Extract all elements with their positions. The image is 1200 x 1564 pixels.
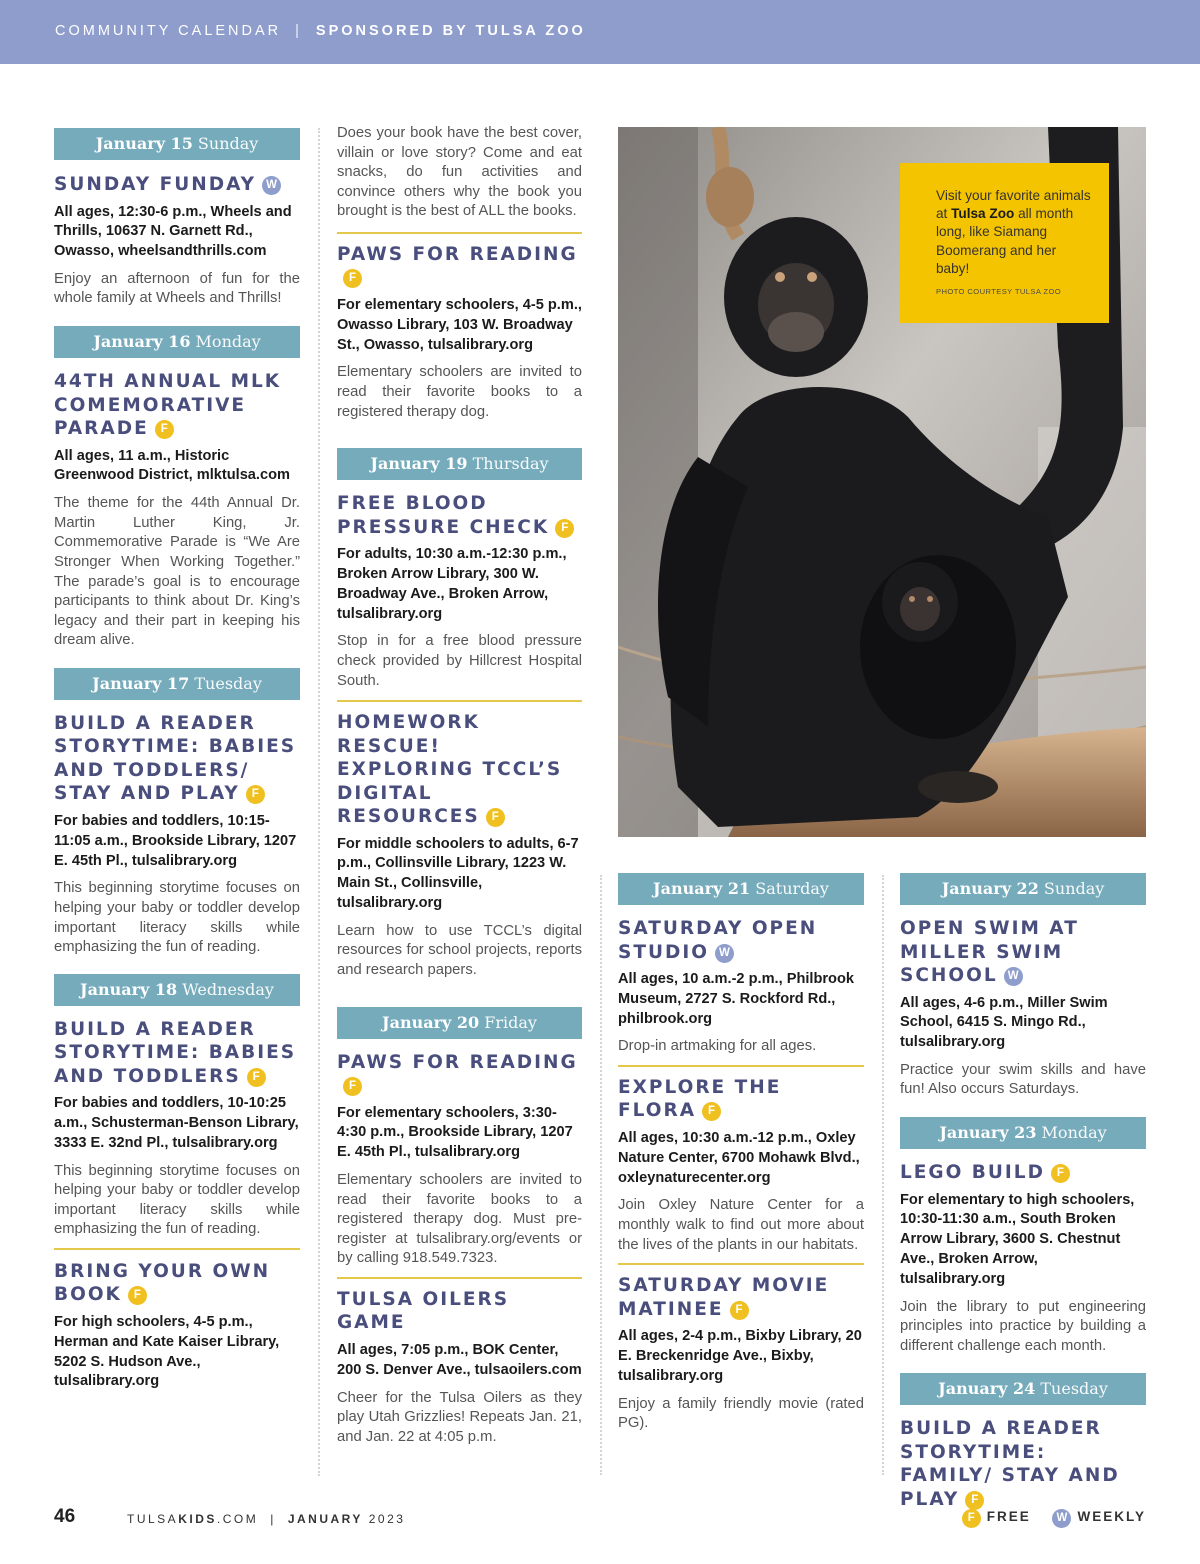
date: January 23 (939, 1123, 1037, 1143)
site-name: TULSA (127, 1512, 179, 1526)
event-separator (337, 232, 582, 234)
event-details: For elementary to high schoolers, 10:30-11:30 a.m., South Broken Arrow Library, 3600 S. Chestnut Ave., Broken Arrow, tulsalibrary.org (900, 1191, 1135, 1287)
badge-legend (962, 1509, 1146, 1528)
event-description: Join the library to put engineering principles into practice by building a different challenge each month. (900, 1298, 1146, 1354)
footer-site (127, 1512, 405, 1526)
event-details: All ages, 2-4 p.m., Bixby Library, 20 E. Breckenridge Ave., Bixby, tulsalibrary.org (618, 1328, 862, 1384)
weekday: Tuesday (194, 673, 262, 693)
caption-emphasis: Tulsa Zoo (951, 206, 1015, 222)
calendar-column-3 (618, 873, 864, 1434)
date-header (900, 1373, 1146, 1405)
weekday: Tuesday (1040, 1379, 1108, 1399)
legend-free-label: FREE (986, 1509, 1031, 1524)
event-title-text: HOMEWORK RESCUE! EXPLORING TCCL’S DIGITAL RESOURCES (337, 712, 563, 828)
page-footer (0, 1506, 1200, 1532)
calendar-column-1 (54, 128, 300, 1392)
event-title-text: LEGO BUILD (900, 1162, 1045, 1184)
event-details: All ages, 10:30 a.m.-12 p.m., Oxley Nature Center, 6700 Mohawk Blvd., oxleynaturecenter.org (618, 1129, 860, 1186)
event-details: For babies and toddlers, 10-10:25 a.m., Schusterman-Benson Library, 3333 E. 32nd Pl., tulsalibrary.org (54, 1095, 299, 1151)
free-badge: F (155, 420, 174, 439)
event-title (900, 917, 1146, 988)
event-title (618, 917, 864, 964)
free-badge: F (343, 1077, 362, 1096)
free-badge: F (128, 1286, 147, 1305)
date: January 24 (938, 1379, 1036, 1399)
event-description: Enjoy a family friendly movie (rated PG). (618, 1395, 864, 1432)
event-title-text: FREE BLOOD PRESSURE CHECK (337, 493, 550, 538)
event-title (618, 1076, 864, 1123)
event-details: All ages, 10 a.m.-2 p.m., Philbrook Museum, 2727 S. Rockford Rd., philbrook.org (618, 971, 855, 1027)
free-badge: F (343, 269, 362, 288)
date-header (337, 448, 582, 480)
free-badge: F (486, 808, 505, 827)
free-badge: F (555, 519, 574, 538)
event-details: All ages, 11 a.m., Historic Greenwood District, mlktulsa.com (54, 447, 290, 484)
event-title (54, 712, 300, 806)
event-details: For elementary schoolers, 3:30-4:30 p.m., Brookside Library, 1207 E. 45th Pl., tulsalibrary.org (337, 1104, 573, 1161)
event-title-text: BRING YOUR OWN BOOK (54, 1260, 271, 1306)
event-details: All ages, 4-6 p.m., Miller Swim School, 6415 S. Mingo Rd., tulsalibrary.org (900, 994, 1108, 1051)
event-description: Join Oxley Nature Center for a monthly walk to find out more about the lives of the plants in our habitats. (618, 1197, 864, 1253)
event-description: Practice your swim skills and have fun! Also occurs Saturdays. (900, 1061, 1146, 1098)
date-header (54, 974, 300, 1006)
free-badge: F (965, 1491, 984, 1510)
date: January 17 (92, 673, 190, 693)
page-number: 46 (54, 1506, 76, 1527)
site-name-bold: KIDS (178, 1512, 217, 1526)
date: January 22 (941, 879, 1039, 898)
event-title-text: 44TH ANNUAL MLK COMEMORATIVE PARADE (54, 371, 282, 440)
column-divider (600, 875, 602, 1475)
date-header (900, 873, 1146, 905)
date-header (337, 1007, 582, 1039)
event-separator (618, 1065, 864, 1067)
event-title-text: EXPLORE THE FLORA (618, 1076, 782, 1122)
weekday: Thursday (472, 454, 549, 474)
event-title-text: BUILD A READER STORYTIME: FAMILY/ STAY AND PLAY (900, 1418, 1120, 1510)
event-title (337, 711, 582, 829)
event-description: Cheer for the Tulsa Oilers as they play Utah Grizzlies! Repeats Jan. 21, and Jan. 22 at 4:05 p.m. (337, 1389, 582, 1445)
event-title (337, 243, 582, 290)
weekly-badge: W (262, 176, 281, 195)
weekday: Monday (1041, 1123, 1107, 1143)
event-title (618, 1274, 864, 1321)
event-separator (54, 1248, 300, 1250)
event-separator (337, 1277, 582, 1279)
caption-text: all month long, like Siamang Boomerang and her baby! (936, 206, 1074, 276)
event-title-text: OPEN SWIM AT MILLER SWIM SCHOOL (900, 918, 1079, 986)
header-separator: | (295, 23, 302, 39)
event-title (54, 1260, 300, 1307)
site-domain: .COM (216, 1512, 259, 1526)
event-description: This beginning storytime focuses on helping your baby or toddler develop important literacy skills while emphasizing the fun of reading. (54, 880, 300, 956)
event-separator (618, 1263, 864, 1265)
date: January 16 (93, 332, 191, 352)
date-header (618, 873, 864, 905)
event-description: Stop in for a free blood pressure check provided by Hillcrest Hospital South. (337, 633, 582, 689)
free-badge: F (246, 785, 265, 804)
event-details: For high schoolers, 4-5 p.m., Herman and Kate Kaiser Library, 5202 S. Hudson Ave., tulsalibrary.org (54, 1313, 280, 1390)
free-badge: F (1051, 1164, 1070, 1183)
event-title (337, 492, 582, 539)
event-description: Elementary schoolers are invited to read their favorite books to a registered therapy dog. Must pre-register at tulsalibrary.org/events or by calling 918.549.7323. (337, 1171, 582, 1267)
header-text (55, 23, 586, 39)
weekday: Friday (484, 1012, 537, 1032)
event-title-text: PAWS FOR READING (337, 243, 578, 265)
event-title (900, 1161, 1146, 1185)
photo-caption-box (900, 163, 1109, 323)
event-description: Learn how to use TCCL’s digital resources for school projects, reports and research papers. (337, 922, 582, 978)
caption-text: Visit your favorite animals at (936, 188, 1091, 222)
event-details: For elementary schoolers, 4-5 p.m., Owasso Library, 103 W. Broadway St., Owasso, tulsalibrary.org (337, 296, 582, 353)
weekday: Sunday (197, 134, 259, 153)
free-badge: F (730, 1301, 749, 1320)
sponsor-label: SPONSORED BY TULSA ZOO (315, 23, 586, 39)
weekday: Sunday (1043, 879, 1105, 898)
footer-separator: | (270, 1512, 276, 1526)
event-title-text: BUILD A READER STORYTIME: BABIES AND TODDLERS/ STAY AND PLAY (54, 712, 297, 805)
photo-credit: PHOTO COURTESY TULSA ZOO (936, 287, 1062, 297)
event-description: The theme for the 44th Annual Dr. Martin Luther King, Jr. Commemorative Parade is “We Are Stronger When Working Together.” The parade’s goal is to encourage participants to think about Dr. King’s legacy and their part in keeping his dream alive. (54, 495, 300, 649)
free-badge: F (962, 1509, 981, 1528)
weekday: Monday (195, 332, 261, 352)
event-details: All ages, 7:05 p.m., BOK Center, 200 S. Denver Ave., tulsaoilers.com (337, 1341, 582, 1378)
issue-month: JANUARY (287, 1512, 363, 1526)
event-title (54, 370, 300, 441)
event-details: For adults, 10:30 a.m.-12:30 p.m., Broken Arrow Library, 300 W. Broadway Ave., Broken Arrow, tulsalibrary.org (337, 546, 567, 622)
event-title (54, 1018, 300, 1089)
calendar-column-4 (900, 873, 1146, 1511)
date-header (54, 128, 300, 160)
section-label: COMMUNITY CALENDAR (55, 23, 282, 39)
column-divider (318, 128, 320, 1476)
event-description: Drop-in artmaking for all ages. (618, 1038, 817, 1055)
photo-caption (936, 187, 1091, 278)
event-details: For babies and toddlers, 10:15-11:05 a.m., Brookside Library, 1207 E. 45th Pl., tulsalibrary.org (54, 812, 297, 869)
weekly-badge: W (715, 944, 734, 963)
legend-weekly-label: WEEKLY (1077, 1509, 1146, 1524)
date-header (900, 1117, 1146, 1149)
event-description: This beginning storytime focuses on helping your baby or toddler develop important literacy skills while emphasizing the fun of reading. (54, 1162, 300, 1238)
weekday: Saturday (755, 879, 829, 898)
column-divider (882, 875, 884, 1475)
event-description: Elementary schoolers are invited to read their favorite books to a registered therapy dog. (337, 364, 582, 420)
free-badge: F (247, 1068, 266, 1087)
event-title-text: SATURDAY MOVIE MATINEE (618, 1275, 830, 1320)
event-title-text: SUNDAY FUNDAY (54, 174, 257, 195)
date: January 19 (370, 454, 468, 474)
continued-description: Does your book have the best cover, villain or love story? Come and eat snacks, do fun activities and convince others why the book you brought is the best of ALL the books. (337, 125, 582, 220)
weekly-badge: W (1004, 967, 1023, 986)
date-header (54, 326, 300, 358)
event-title-text: SATURDAY OPEN STUDIO (618, 918, 818, 963)
date: January 21 (653, 879, 751, 898)
free-badge: F (702, 1102, 721, 1121)
date-header (54, 668, 300, 700)
weekly-badge: W (1052, 1509, 1071, 1528)
event-title (337, 1051, 582, 1098)
header-bar (0, 0, 1200, 64)
event-title (900, 1417, 1146, 1511)
event-title: TULSA OILERS GAME (337, 1288, 510, 1334)
issue-year: 2023 (368, 1512, 406, 1526)
event-details: All ages, 12:30-6 p.m., Wheels and Thrills, 10637 N. Garnett Rd., Owasso, wheelsandthrills.com (54, 203, 292, 260)
event-title-text: BUILD A READER STORYTIME: BABIES AND TODDLERS (54, 1018, 297, 1087)
weekday: Wednesday (182, 979, 274, 999)
event-title (54, 173, 300, 197)
event-title-text: PAWS FOR READING (337, 1051, 578, 1073)
event-description: Enjoy an afternoon of fun for the whole family at Wheels and Thrills! (54, 270, 300, 307)
calendar-column-2 (337, 124, 582, 1447)
date: January 15 (95, 134, 193, 153)
event-details: For middle schoolers to adults, 6-7 p.m., Collinsville Library, 1223 W. Main St., Collinsville, tulsalibrary.org (337, 835, 579, 911)
date: January 18 (80, 979, 178, 999)
date: January 20 (382, 1012, 480, 1032)
event-separator (337, 700, 582, 702)
